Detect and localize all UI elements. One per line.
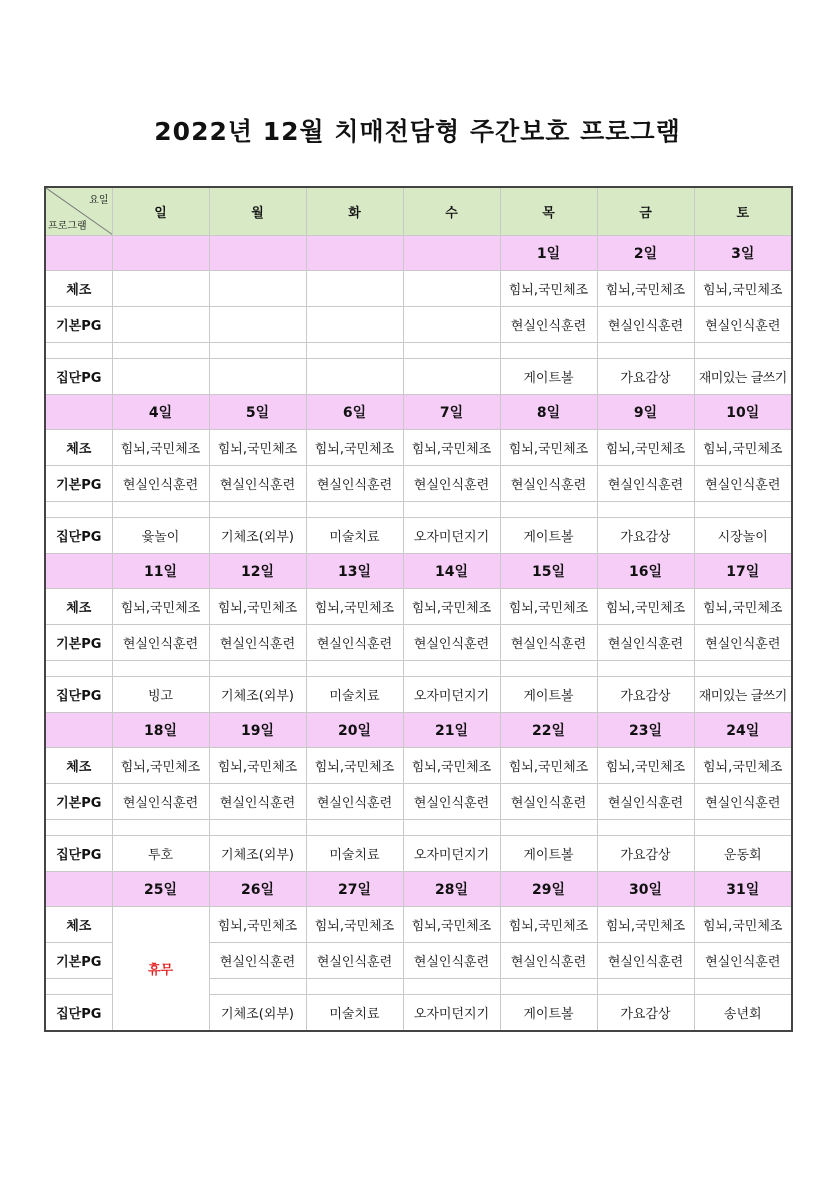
day-header-fri: 금 [597,187,694,236]
day-header-sat: 토 [694,187,792,236]
group-program-cell: 빙고 [112,677,209,713]
date-cell: 21일 [403,713,500,748]
basic-program-cell: 현실인식훈련 [403,625,500,661]
basic-program-row [45,784,792,820]
exercise-cell: 힘뇌,국민체조 [112,430,209,466]
basic-program-cell: 현실인식훈련 [209,943,306,979]
spacer-cell [500,979,597,995]
group-program-cell: 가요감상 [597,518,694,554]
spacer-row [45,661,792,677]
row-label-group: 집단PG [45,836,112,872]
group-program-cell: 게이트볼 [500,836,597,872]
exercise-cell: 힘뇌,국민체조 [597,430,694,466]
exercise-cell: 힘뇌,국민체조 [306,907,403,943]
group-program-cell: 미술치료 [306,677,403,713]
group-program-cell: 게이트볼 [500,518,597,554]
day-header-sun: 일 [112,187,209,236]
exercise-cell [209,271,306,307]
basic-program-cell: 현실인식훈련 [306,625,403,661]
spacer-cell [306,820,403,836]
basic-program-cell [209,307,306,343]
exercise-cell: 힘뇌,국민체조 [112,589,209,625]
basic-program-cell: 현실인식훈련 [209,784,306,820]
row-label-basic: 기본PG [45,307,112,343]
exercise-cell: 힘뇌,국민체조 [597,271,694,307]
date-row [45,395,792,430]
basic-program-cell: 현실인식훈련 [694,943,792,979]
exercise-cell: 힘뇌,국민체조 [597,589,694,625]
spacer-cell [500,343,597,359]
date-cell: 6일 [306,395,403,430]
exercise-cell: 힘뇌,국민체조 [403,430,500,466]
spacer-cell [45,502,112,518]
basic-program-cell: 현실인식훈련 [500,943,597,979]
basic-program-row [45,307,792,343]
corner-cell [45,187,112,236]
date-cell: 3일 [694,236,792,271]
spacer-cell [500,502,597,518]
basic-program-cell: 현실인식훈련 [403,784,500,820]
date-cell: 1일 [500,236,597,271]
row-label-basic: 기본PG [45,784,112,820]
day-header-mon: 월 [209,187,306,236]
group-program-cell: 오자미던지기 [403,518,500,554]
exercise-cell: 힘뇌,국민체조 [306,748,403,784]
exercise-cell: 힘뇌,국민체조 [500,589,597,625]
date-cell: 15일 [500,554,597,589]
spacer-cell [403,820,500,836]
group-program-row [45,836,792,872]
spacer-cell [45,343,112,359]
basic-program-row [45,625,792,661]
spacer-cell [694,820,792,836]
row-label-basic: 기본PG [45,943,112,979]
basic-program-cell: 현실인식훈련 [694,307,792,343]
group-program-cell: 기체조(외부) [209,677,306,713]
basic-program-cell [112,307,209,343]
date-cell: 26일 [209,872,306,907]
date-label-cell [45,713,112,748]
basic-program-cell: 현실인식훈련 [500,307,597,343]
date-label-cell [45,872,112,907]
date-cell: 19일 [209,713,306,748]
spacer-cell [500,661,597,677]
group-program-cell: 오자미던지기 [403,995,500,1032]
exercise-cell: 힘뇌,국민체조 [500,430,597,466]
group-program-cell: 가요감상 [597,995,694,1032]
spacer-cell [403,979,500,995]
exercise-cell: 힘뇌,국민체조 [597,748,694,784]
exercise-row [45,430,792,466]
basic-program-cell: 현실인식훈련 [209,625,306,661]
group-program-cell: 재미있는 글쓰기 [694,359,792,395]
date-row [45,554,792,589]
spacer-cell [500,820,597,836]
date-cell: 29일 [500,872,597,907]
group-program-cell: 게이트볼 [500,677,597,713]
spacer-cell [597,343,694,359]
group-program-cell: 기체조(외부) [209,995,306,1032]
basic-program-cell: 현실인식훈련 [112,466,209,502]
date-cell: 7일 [403,395,500,430]
date-cell: 18일 [112,713,209,748]
date-cell: 8일 [500,395,597,430]
basic-program-cell: 현실인식훈련 [306,784,403,820]
date-cell: 10일 [694,395,792,430]
date-row [45,236,792,271]
schedule-table [44,186,793,1032]
date-label-cell [45,554,112,589]
exercise-cell: 힘뇌,국민체조 [209,748,306,784]
spacer-cell [45,661,112,677]
group-program-cell: 미술치료 [306,518,403,554]
group-program-row [45,359,792,395]
exercise-cell: 힘뇌,국민체조 [209,907,306,943]
date-label-cell [45,236,112,271]
row-label-exercise: 체조 [45,430,112,466]
group-program-cell: 운동회 [694,836,792,872]
date-cell: 25일 [112,872,209,907]
basic-program-cell: 현실인식훈련 [500,784,597,820]
basic-program-cell: 현실인식훈련 [597,466,694,502]
group-program-cell: 미술치료 [306,836,403,872]
schedule-body [45,187,792,1031]
exercise-cell: 힘뇌,국민체조 [597,907,694,943]
group-program-cell [306,359,403,395]
spacer-cell [403,343,500,359]
corner-label-program: 프로그램 [48,221,87,232]
date-cell: 13일 [306,554,403,589]
spacer-cell [403,502,500,518]
spacer-cell [209,502,306,518]
date-cell: 28일 [403,872,500,907]
date-cell: 22일 [500,713,597,748]
spacer-cell [306,343,403,359]
spacer-row [45,343,792,359]
basic-program-cell: 현실인식훈련 [597,943,694,979]
group-program-cell: 오자미던지기 [403,677,500,713]
row-label-group: 집단PG [45,359,112,395]
date-cell [112,236,209,271]
group-program-row [45,518,792,554]
header-row [45,187,792,236]
date-cell [403,236,500,271]
group-program-cell: 윷놀이 [112,518,209,554]
group-program-cell: 가요감상 [597,677,694,713]
basic-program-cell: 현실인식훈련 [209,466,306,502]
row-label-exercise: 체조 [45,748,112,784]
exercise-row [45,907,792,943]
date-cell: 24일 [694,713,792,748]
basic-program-row [45,466,792,502]
basic-program-cell: 현실인식훈련 [694,466,792,502]
exercise-cell: 힘뇌,국민체조 [694,271,792,307]
row-label-exercise: 체조 [45,271,112,307]
spacer-cell [209,661,306,677]
exercise-cell: 힘뇌,국민체조 [500,907,597,943]
basic-program-cell: 현실인식훈련 [500,466,597,502]
basic-program-cell: 현실인식훈련 [112,784,209,820]
basic-program-cell [306,307,403,343]
spacer-cell [45,979,112,995]
date-cell: 11일 [112,554,209,589]
basic-program-cell: 현실인식훈련 [500,625,597,661]
date-cell: 30일 [597,872,694,907]
row-label-basic: 기본PG [45,625,112,661]
date-cell: 2일 [597,236,694,271]
row-label-group: 집단PG [45,677,112,713]
row-label-group: 집단PG [45,518,112,554]
group-program-cell: 기체조(외부) [209,518,306,554]
row-label-exercise: 체조 [45,907,112,943]
date-cell: 4일 [112,395,209,430]
spacer-cell [306,979,403,995]
basic-program-cell: 현실인식훈련 [403,466,500,502]
basic-program-cell: 현실인식훈련 [694,784,792,820]
spacer-cell [112,502,209,518]
exercise-cell: 힘뇌,국민체조 [500,748,597,784]
basic-program-cell: 현실인식훈련 [306,466,403,502]
exercise-cell: 힘뇌,국민체조 [694,589,792,625]
group-program-cell: 게이트볼 [500,359,597,395]
spacer-cell [597,502,694,518]
exercise-cell [403,271,500,307]
spacer-cell [597,661,694,677]
spacer-cell [209,343,306,359]
exercise-row [45,271,792,307]
group-program-cell: 재미있는 글쓰기 [694,677,792,713]
group-program-cell [209,359,306,395]
date-cell: 14일 [403,554,500,589]
spacer-cell [209,820,306,836]
spacer-row [45,820,792,836]
basic-program-cell: 현실인식훈련 [306,943,403,979]
group-program-cell [112,359,209,395]
date-cell: 5일 [209,395,306,430]
date-row [45,872,792,907]
group-program-cell: 투호 [112,836,209,872]
date-cell: 31일 [694,872,792,907]
row-label-group: 집단PG [45,995,112,1032]
group-program-cell: 시장놀이 [694,518,792,554]
exercise-cell: 힘뇌,국민체조 [694,907,792,943]
date-cell [209,236,306,271]
corner-label-day: 요일 [89,195,109,206]
basic-program-cell [403,307,500,343]
day-header-wed: 수 [403,187,500,236]
spacer-cell [112,661,209,677]
spacer-cell [597,979,694,995]
exercise-cell: 힘뇌,국민체조 [306,589,403,625]
date-cell: 16일 [597,554,694,589]
date-cell: 23일 [597,713,694,748]
basic-program-cell: 현실인식훈련 [597,784,694,820]
day-header-thu: 목 [500,187,597,236]
group-program-row [45,677,792,713]
exercise-row [45,589,792,625]
basic-program-cell: 현실인식훈련 [597,625,694,661]
group-program-cell [403,359,500,395]
spacer-cell [306,502,403,518]
group-program-cell: 미술치료 [306,995,403,1032]
exercise-cell: 힘뇌,국민체조 [306,430,403,466]
spacer-cell [45,820,112,836]
basic-program-cell: 현실인식훈련 [694,625,792,661]
spacer-cell [209,979,306,995]
date-cell: 9일 [597,395,694,430]
row-label-exercise: 체조 [45,589,112,625]
spacer-cell [112,820,209,836]
spacer-cell [597,820,694,836]
exercise-cell: 힘뇌,국민체조 [403,748,500,784]
spacer-cell [694,502,792,518]
exercise-cell: 힘뇌,국민체조 [209,430,306,466]
group-program-cell: 가요감상 [597,359,694,395]
group-program-cell: 송년회 [694,995,792,1032]
basic-program-cell: 현실인식훈련 [112,625,209,661]
exercise-cell: 힘뇌,국민체조 [403,589,500,625]
basic-program-cell: 현실인식훈련 [597,307,694,343]
exercise-cell: 힘뇌,국민체조 [209,589,306,625]
exercise-cell: 힘뇌,국민체조 [694,748,792,784]
spacer-cell [694,979,792,995]
date-cell: 12일 [209,554,306,589]
group-program-cell: 게이트볼 [500,995,597,1032]
exercise-cell: 힘뇌,국민체조 [500,271,597,307]
group-program-cell: 기체조(외부) [209,836,306,872]
row-label-basic: 기본PG [45,466,112,502]
exercise-cell [306,271,403,307]
exercise-cell: 힘뇌,국민체조 [112,748,209,784]
exercise-cell: 힘뇌,국민체조 [403,907,500,943]
spacer-cell [112,343,209,359]
spacer-cell [403,661,500,677]
date-cell: 20일 [306,713,403,748]
holiday-cell: 휴무 [112,907,209,1032]
day-header-tue: 화 [306,187,403,236]
date-cell: 17일 [694,554,792,589]
spacer-cell [306,661,403,677]
exercise-cell: 힘뇌,국민체조 [694,430,792,466]
spacer-cell [694,661,792,677]
group-program-cell: 오자미던지기 [403,836,500,872]
spacer-cell [694,343,792,359]
exercise-cell [112,271,209,307]
exercise-row [45,748,792,784]
date-cell: 27일 [306,872,403,907]
date-cell [306,236,403,271]
basic-program-cell: 현실인식훈련 [403,943,500,979]
group-program-cell: 가요감상 [597,836,694,872]
page-title: 2022년 12월 치매전담형 주간보호 프로그램 [154,117,681,146]
spacer-row [45,502,792,518]
date-row [45,713,792,748]
date-label-cell [45,395,112,430]
